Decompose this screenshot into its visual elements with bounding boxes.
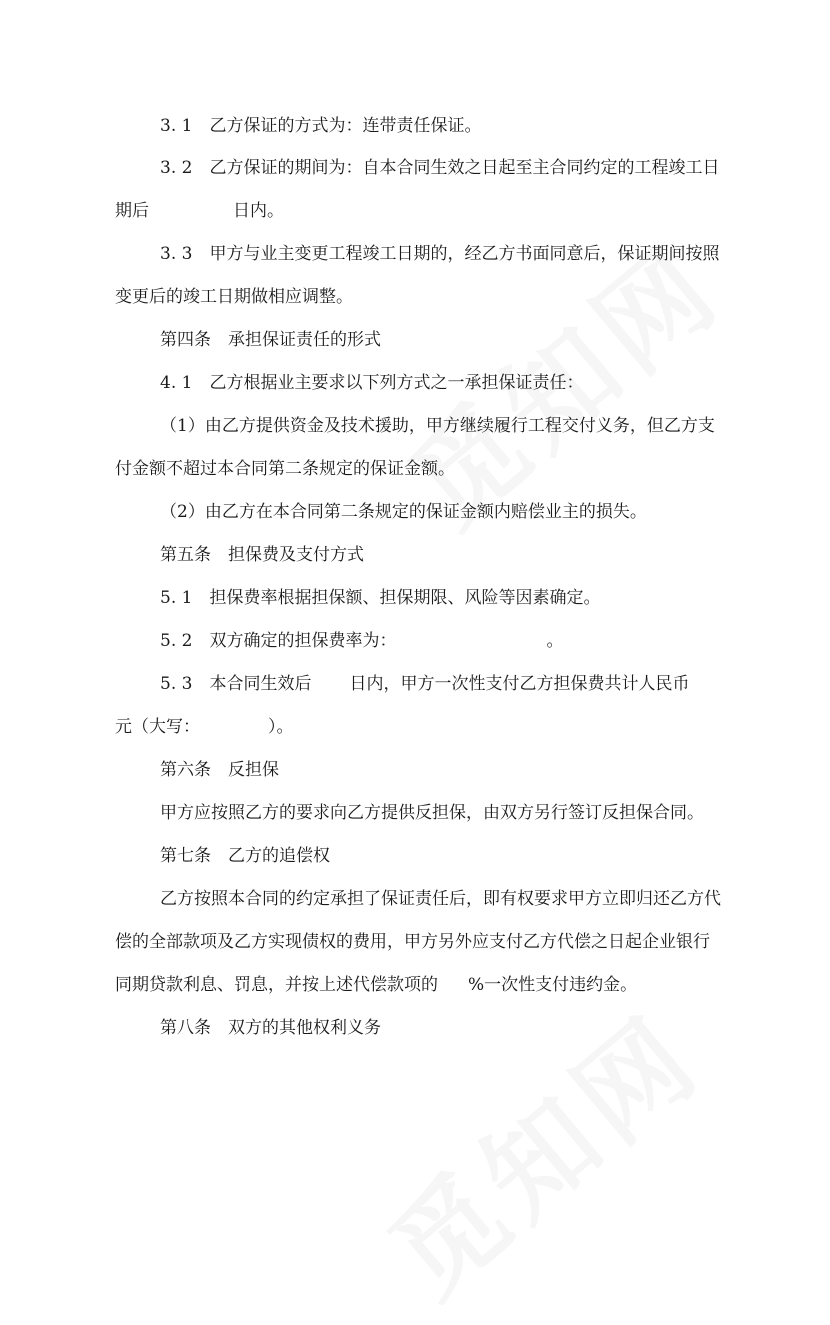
clause-3-1: 3. 1 乙方保证的方式为：连带责任保证。 [160, 116, 482, 136]
clause-3-2: 3. 2 乙方保证的期间为：自本合同生效之日起至主合同约定的工程竣工日 [160, 158, 720, 178]
clause-3-3: 3. 3 甲方与业主变更工程竣工日期的，经乙方书面同意后，保证期间按照 [160, 244, 720, 264]
item-1: （1）由乙方提供资金及技术援助，甲方继续履行工程交付义务，但乙方支 [160, 416, 715, 436]
text-segment: 日内。 [233, 201, 284, 221]
clause-5-3-continued [115, 716, 294, 738]
text-segment: 同期贷款利息、罚息，并按上述代偿款项的 [115, 975, 438, 995]
clause-3-3-continued: 变更后的竣工日期做相应调整。 [115, 287, 353, 307]
item-2: （2）由乙方在本合同第二条规定的保证金额内赔偿业主的损失。 [160, 502, 647, 522]
article-7-body: 乙方按照本合同的约定承担了保证责任后，即有权要求甲方立即归还乙方代 [160, 889, 721, 909]
article-7-heading: 第七条 乙方的追偿权 [160, 846, 330, 866]
article-6-body: 甲方应按照乙方的要求向乙方提供反担保，由双方另行签订反担保合同。 [160, 803, 704, 823]
clause-5-1: 5. 1 担保费率根据担保额、担保期限、风险等因素确定。 [160, 588, 601, 608]
article-5-heading: 第五条 担保费及支付方式 [160, 545, 364, 565]
article-7-body-continued: 偿的全部款项及乙方实现债权的费用，甲方另外应支付乙方代偿之日起企业银行 [115, 932, 710, 952]
clause-5-2 [160, 630, 563, 652]
clause-4-1: 4. 1 乙方根据业主要求以下列方式之一承担保证责任： [160, 373, 584, 393]
article-6-heading: 第六条 反担保 [160, 760, 279, 780]
watermark [351, 973, 728, 1325]
article-7-body-continued [115, 974, 637, 996]
text-segment: 5. 2 双方确定的担保费率为： [160, 631, 397, 651]
text-segment: 期后 [115, 201, 149, 221]
text-segment: 5. 3 本合同生效后 [160, 674, 312, 694]
item-1-continued: 付金额不超过本合同第二条规定的保证金额。 [115, 459, 455, 479]
article-8-heading: 第八条 双方的其他权利义务 [160, 1018, 381, 1038]
text-segment: 。 [546, 631, 564, 651]
text-segment: ）。 [268, 717, 294, 737]
clause-5-3 [160, 673, 689, 695]
text-segment: %一次性支付违约金。 [468, 975, 638, 995]
text-segment: 元（大写： [115, 717, 200, 737]
article-4-heading: 第四条 承担保证责任的形式 [160, 330, 381, 350]
watermark-text [367, 991, 725, 1320]
text-segment: 日内，甲方一次性支付乙方担保费共计人民币 [349, 674, 690, 694]
clause-3-2-continued [115, 200, 284, 222]
